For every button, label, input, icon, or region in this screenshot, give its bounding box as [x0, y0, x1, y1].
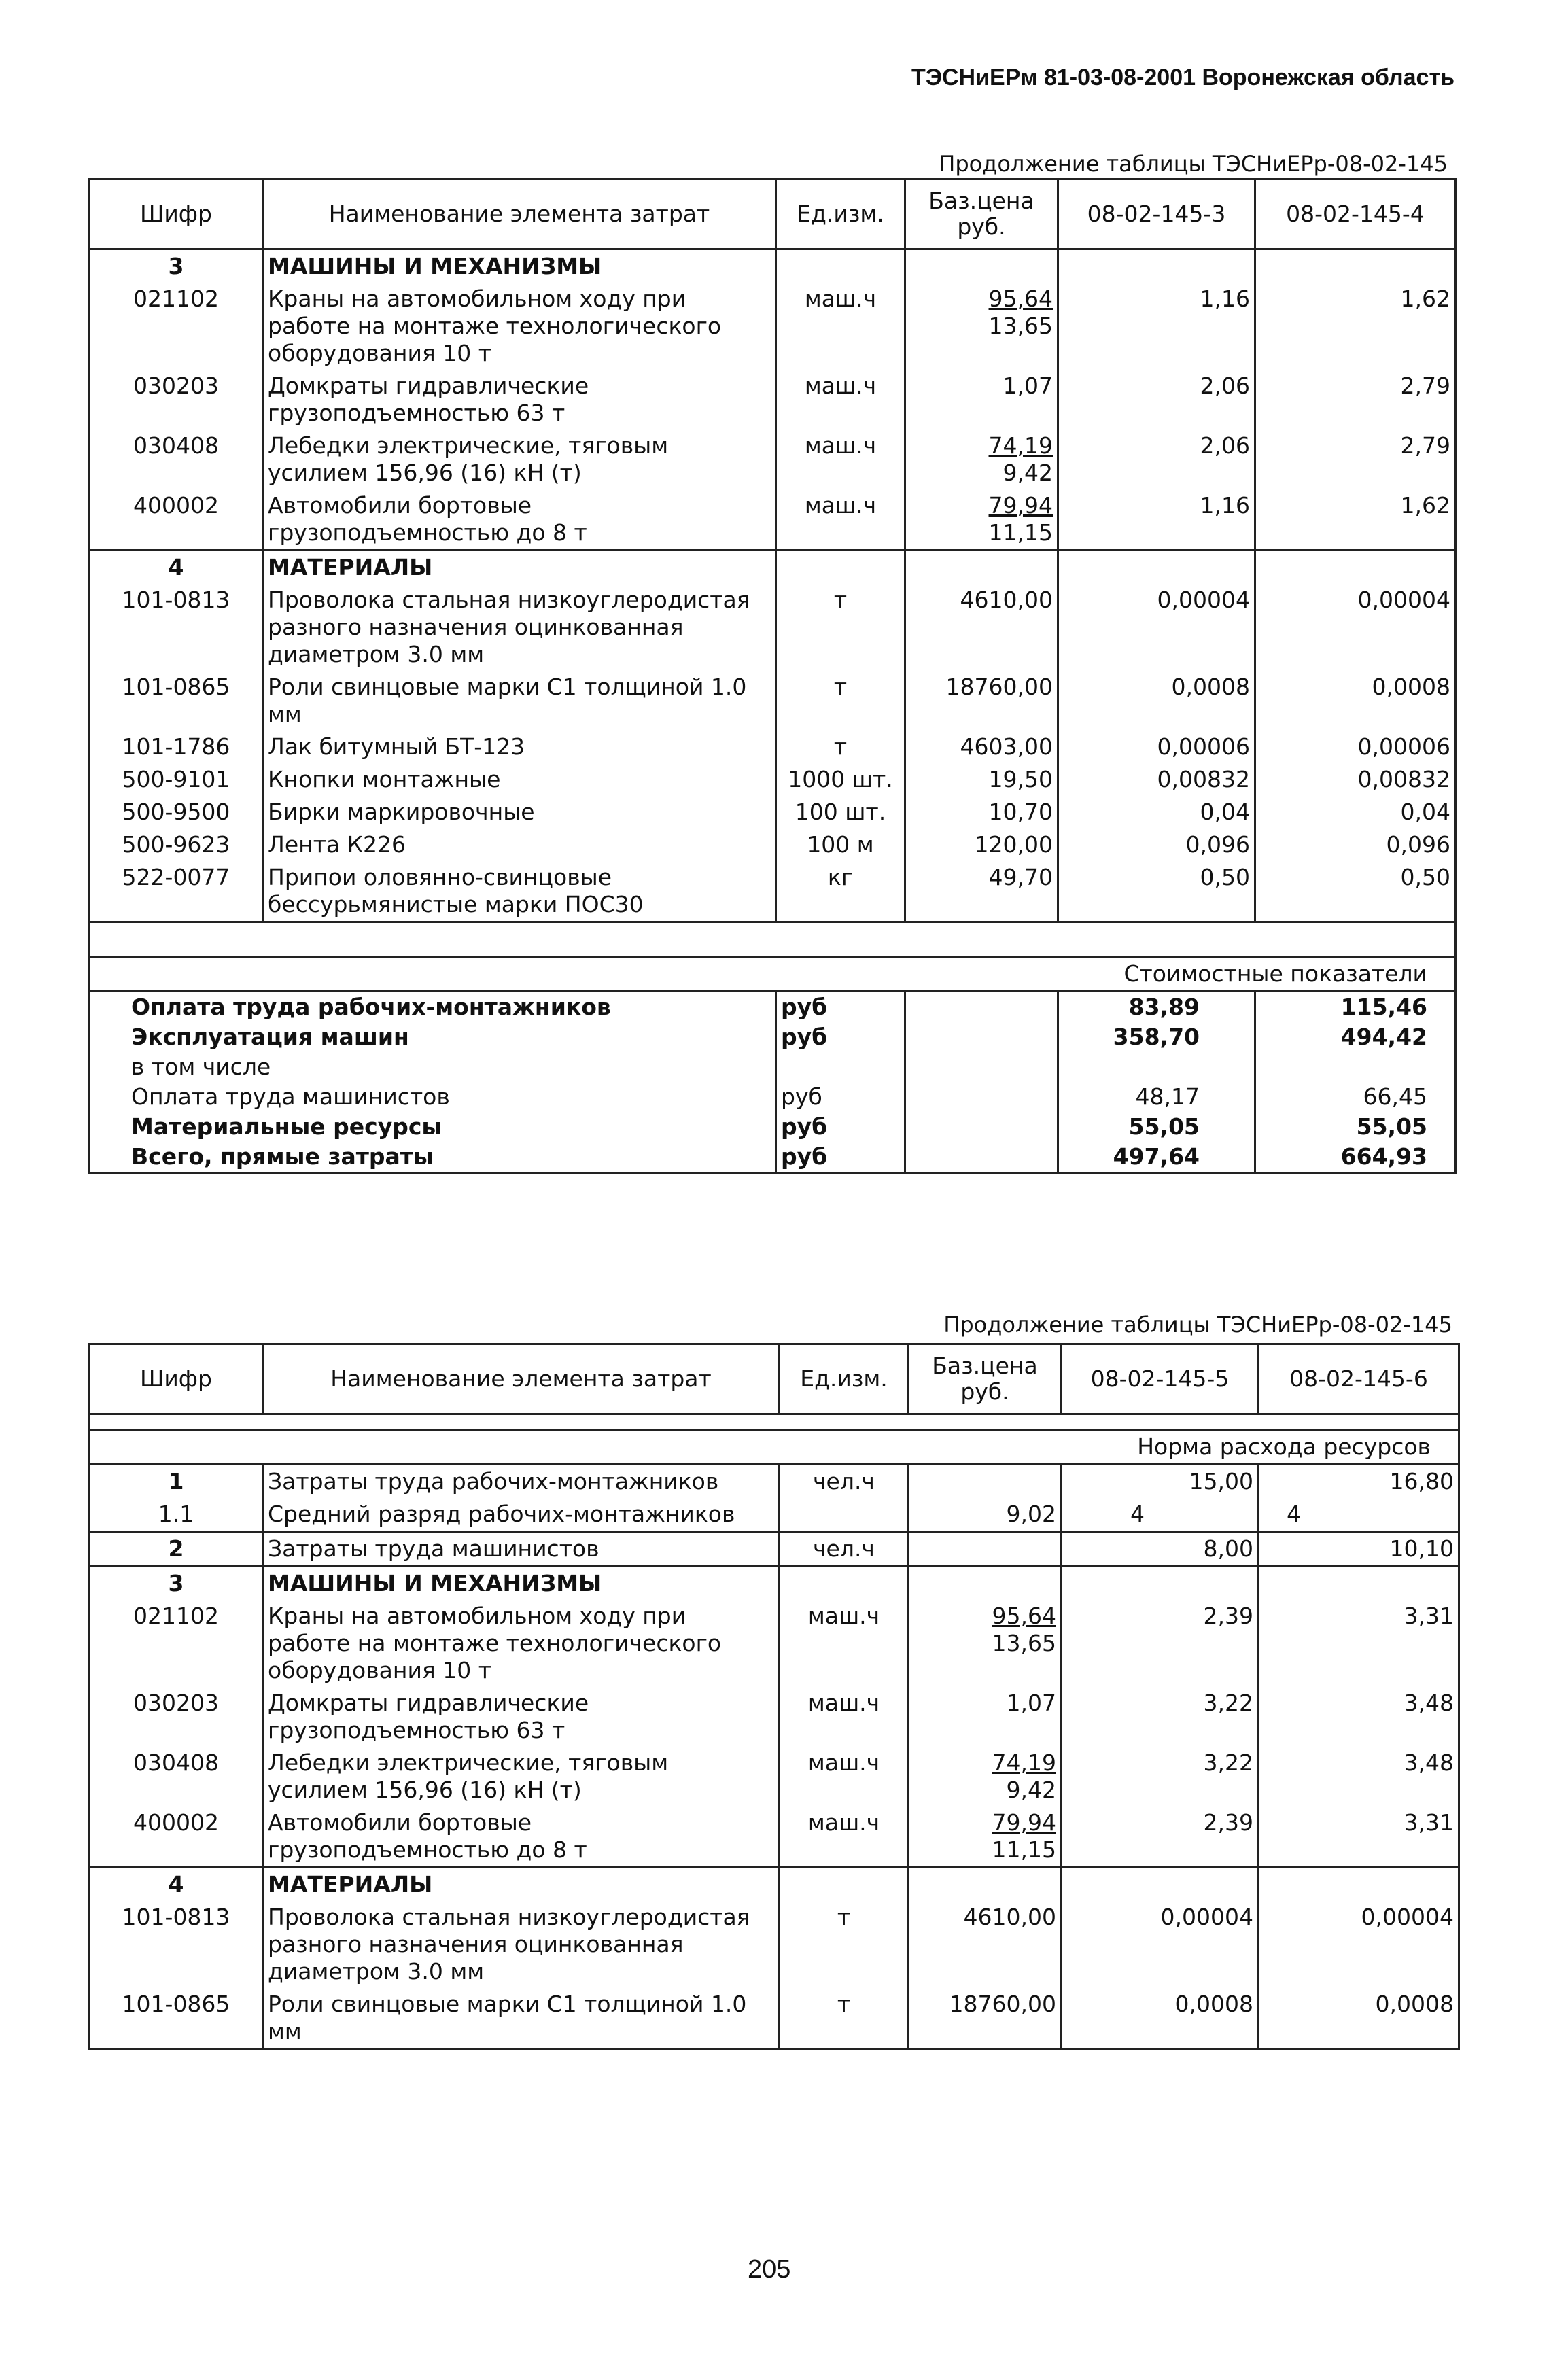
empty-cell: [780, 1868, 909, 1902]
resource-name: Кнопки монтажные: [263, 763, 776, 796]
section-code: 3: [90, 1567, 263, 1601]
section-code: 4: [90, 551, 263, 585]
base-price: 4603,00: [960, 733, 1053, 760]
table-row: [90, 763, 1456, 796]
table-row: [90, 584, 1456, 671]
empty-cell: [905, 1022, 1058, 1052]
unit: маш.ч: [780, 1807, 909, 1868]
summary-value-1: 48,17: [1058, 1082, 1255, 1112]
base-price-cell: [909, 1600, 1062, 1687]
spacer-row: [90, 1414, 1459, 1430]
summary-row: [90, 1052, 1456, 1082]
column-header: Баз.цена руб.: [905, 179, 1058, 249]
base-price-cell: [905, 828, 1058, 861]
norm-value-1: 0,096: [1058, 828, 1255, 861]
column-header: 08-02-145-5: [1062, 1344, 1259, 1414]
norm-value-2: 1,62: [1255, 489, 1456, 551]
resource-name: Роли свинцовые марки С1 толщиной 1.0 мм: [263, 671, 776, 731]
summary-name: Материальные ресурсы: [90, 1112, 776, 1142]
norm-value-2: 0,04: [1255, 796, 1456, 828]
base-price-cell: [909, 1988, 1062, 2049]
summary-value-1: 358,70: [1058, 1022, 1255, 1052]
machinist-wage-price: 9,42: [1003, 459, 1053, 486]
resource-code: 400002: [90, 1807, 263, 1868]
norm-value-1: 0,00006: [1058, 731, 1255, 763]
base-price-cell: [905, 731, 1058, 763]
norm-value-2: 0,50: [1255, 861, 1456, 922]
resource-code: 400002: [90, 489, 263, 551]
summary-row: [90, 1082, 1456, 1112]
summary-unit: руб: [776, 1082, 905, 1112]
empty-cell: [905, 992, 1058, 1023]
base-price-cell: [905, 283, 1058, 370]
resource-table-1: [88, 178, 1457, 1174]
unit: 100 шт.: [776, 796, 905, 828]
resource-code: 021102: [90, 283, 263, 370]
base-price-cell: [905, 430, 1058, 489]
section-title: МАТЕРИАЛЫ: [263, 1868, 780, 1902]
summary-row: [90, 1022, 1456, 1052]
summary-row: [90, 1142, 1456, 1173]
column-header: 08-02-145-4: [1255, 179, 1456, 249]
base-price-cell: [905, 671, 1058, 731]
norm-value-2: 0,00004: [1259, 1901, 1459, 1988]
unit: маш.ч: [776, 370, 905, 430]
resource-name: Бирки маркировочные: [263, 796, 776, 828]
summary-name: Оплата труда рабочих-монтажников: [90, 992, 776, 1023]
spacer-cell: [90, 922, 1456, 957]
resource-name: Роли свинцовые марки С1 толщиной 1.0 мм: [263, 1988, 780, 2049]
base-price-cell: [905, 370, 1058, 430]
norm-value-1: 8,00: [1062, 1532, 1259, 1567]
empty-cell: [1062, 1868, 1259, 1902]
resource-code: 101-0813: [90, 584, 263, 671]
norm-value-2: 2,79: [1255, 430, 1456, 489]
summary-value-1: 83,89: [1058, 992, 1255, 1023]
column-header: Наименование элемента затрат: [263, 1344, 780, 1414]
machinist-wage-price: 13,65: [988, 313, 1053, 339]
unit: маш.ч: [780, 1600, 909, 1687]
labor-code: 2: [90, 1532, 263, 1567]
table-row: [90, 1600, 1459, 1687]
base-price-cell: [909, 1747, 1062, 1807]
summary-row: [90, 992, 1456, 1023]
empty-cell: [1259, 1567, 1459, 1601]
section-header-row: [90, 1868, 1459, 1902]
empty-cell: [905, 551, 1058, 585]
section-header-row: [90, 1567, 1459, 1601]
table-row: [90, 1988, 1459, 2049]
unit: 1000 шт.: [776, 763, 905, 796]
norm-value-2: 4: [1259, 1498, 1459, 1532]
machinist-wage-price: 9,42: [1006, 1777, 1056, 1803]
base-price-cell: [905, 796, 1058, 828]
norm-value-2: 3,48: [1259, 1687, 1459, 1747]
norm-value-1: 0,00832: [1058, 763, 1255, 796]
table2-caption: Продолжение таблицы ТЭСНиЕРр-08-02-145: [943, 1312, 1452, 1338]
empty-cell: [776, 249, 905, 283]
norm-value-1: 1,16: [1058, 283, 1255, 370]
norm-value-1: 3,22: [1062, 1687, 1259, 1747]
cost-indicators-label: Стоимостные показатели: [90, 957, 1456, 992]
column-header: Шифр: [90, 1344, 263, 1414]
base-price: 18760,00: [949, 1991, 1056, 2017]
base-price: 74,19: [992, 1749, 1056, 1776]
unit: чел.ч: [780, 1532, 909, 1567]
base-price: 120,00: [974, 831, 1053, 858]
base-price: 18760,00: [945, 674, 1053, 700]
base-price: 49,70: [988, 864, 1053, 890]
unit: маш.ч: [780, 1687, 909, 1747]
summary-row: [90, 1112, 1456, 1142]
base-price-cell: [905, 584, 1058, 671]
empty-cell: [909, 1567, 1062, 1601]
resource-name: Лента К226: [263, 828, 776, 861]
base-price-cell: [905, 861, 1058, 922]
norm-value-1: 3,22: [1062, 1747, 1259, 1807]
table-row: [90, 370, 1456, 430]
unit: маш.ч: [776, 430, 905, 489]
resource-code: 101-0865: [90, 1988, 263, 2049]
base-price: 79,94: [988, 492, 1053, 519]
unit: т: [776, 584, 905, 671]
base-price: 79,94: [992, 1809, 1056, 1836]
norm-value-1: 2,39: [1062, 1600, 1259, 1687]
norm-value-1: 2,39: [1062, 1807, 1259, 1868]
norm-value-2: 0,0008: [1255, 671, 1456, 731]
summary-value-1: 497,64: [1058, 1142, 1255, 1173]
empty-cell: [909, 1868, 1062, 1902]
empty-cell: [780, 1567, 909, 1601]
summary-value-2: 115,46: [1255, 992, 1456, 1023]
empty-cell: [905, 1082, 1058, 1112]
machinist-wage-price: 11,15: [992, 1836, 1056, 1863]
base-price: 9,02: [909, 1498, 1062, 1532]
resource-name: Домкраты гидравлические грузоподъемностью 63 т: [263, 370, 776, 430]
table-row: [90, 1901, 1459, 1988]
empty-cell: [905, 249, 1058, 283]
base-price-cell: [905, 763, 1058, 796]
resource-name: Краны на автомобильном ходу при работе на монтаже технологического оборудования 10 т: [263, 1600, 780, 1687]
base-price: [909, 1532, 1062, 1567]
resource-name: Припои оловянно-свинцовые бессурьмянистые марки ПОС30: [263, 861, 776, 922]
unit: т: [776, 731, 905, 763]
labor-name: Затраты труда рабочих-монтажников: [263, 1465, 780, 1499]
summary-value-2: 66,45: [1255, 1082, 1456, 1112]
summary-unit: руб: [776, 1112, 905, 1142]
resource-code: 522-0077: [90, 861, 263, 922]
norm-value-1: 2,06: [1058, 430, 1255, 489]
norm-value-1: 2,06: [1058, 370, 1255, 430]
empty-cell: [1062, 1567, 1259, 1601]
summary-unit: руб: [776, 992, 905, 1023]
norm-value-1: 4: [1062, 1498, 1259, 1532]
labor-name: Затраты труда машинистов: [263, 1532, 780, 1567]
resource-name: Автомобили бортовые грузоподъемностью до 8 т: [263, 1807, 780, 1868]
spacer-cell: [90, 1414, 1459, 1430]
spacer-row: [90, 922, 1456, 957]
empty-cell: [1058, 551, 1255, 585]
labor-code: 1: [90, 1465, 263, 1499]
labor-row: [90, 1498, 1459, 1532]
unit: маш.ч: [776, 283, 905, 370]
base-price: 19,50: [988, 766, 1053, 792]
norm-value-2: 10,10: [1259, 1532, 1459, 1567]
labor-row: [90, 1465, 1459, 1499]
summary-value-2: 494,42: [1255, 1022, 1456, 1052]
base-price: 95,64: [988, 285, 1053, 312]
base-price: 74,19: [988, 432, 1053, 459]
unit: [780, 1498, 909, 1532]
resource-code: 021102: [90, 1600, 263, 1687]
column-header: Ед.изм.: [780, 1344, 909, 1414]
summary-value-1: 55,05: [1058, 1112, 1255, 1142]
table-row: [90, 1747, 1459, 1807]
base-price: 4610,00: [960, 587, 1053, 613]
norm-value-2: 0,00832: [1255, 763, 1456, 796]
section-title: МАШИНЫ И МЕХАНИЗМЫ: [263, 249, 776, 283]
base-price-cell: [909, 1901, 1062, 1988]
section-title: МАТЕРИАЛЫ: [263, 551, 776, 585]
column-header: 08-02-145-3: [1058, 179, 1255, 249]
table-row: [90, 796, 1456, 828]
resource-code: 500-9500: [90, 796, 263, 828]
machinist-wage-price: 11,15: [988, 519, 1053, 546]
norm-value-2: 1,62: [1255, 283, 1456, 370]
labor-row: [90, 1532, 1459, 1567]
resource-table-2: [88, 1343, 1460, 2050]
base-price-cell: [909, 1807, 1062, 1868]
table-header-row: [90, 179, 1456, 249]
table-row: [90, 671, 1456, 731]
machinist-wage-price: 13,65: [992, 1630, 1056, 1656]
table-row: [90, 828, 1456, 861]
table-row: [90, 430, 1456, 489]
resource-name: Лак битумный БТ-123: [263, 731, 776, 763]
summary-name: Всего, прямые затраты: [90, 1142, 776, 1173]
base-price: 4610,00: [963, 1904, 1056, 1930]
column-header: Ед.изм.: [776, 179, 905, 249]
labor-code: 1.1: [90, 1498, 263, 1532]
resource-name: Лебедки электрические, тяговым усилием 156,96 (16) кН (т): [263, 430, 776, 489]
empty-cell: [1058, 249, 1255, 283]
summary-value-2: [1255, 1052, 1456, 1082]
unit: т: [776, 671, 905, 731]
summary-name: в том числе: [90, 1052, 776, 1082]
section-title: МАШИНЫ И МЕХАНИЗМЫ: [263, 1567, 780, 1601]
base-price-cell: [909, 1687, 1062, 1747]
column-header: 08-02-145-6: [1259, 1344, 1459, 1414]
resource-code: 101-0865: [90, 671, 263, 731]
page-number: 205: [748, 2255, 791, 2284]
section-code: 3: [90, 249, 263, 283]
resource-name: Краны на автомобильном ходу при работе на монтаже технологического оборудования 10 т: [263, 283, 776, 370]
resource-name: Лебедки электрические, тяговым усилием 156,96 (16) кН (т): [263, 1747, 780, 1807]
norm-value-2: 16,80: [1259, 1465, 1459, 1499]
summary-unit: [776, 1052, 905, 1082]
empty-cell: [905, 1112, 1058, 1142]
norm-value-2: 0,00006: [1255, 731, 1456, 763]
base-price-cell: [905, 489, 1058, 551]
norm-value-2: 3,31: [1259, 1600, 1459, 1687]
unit: 100 м: [776, 828, 905, 861]
norm-value-2: 0,00004: [1255, 584, 1456, 671]
table-row: [90, 489, 1456, 551]
norm-value-2: 0,096: [1255, 828, 1456, 861]
unit: чел.ч: [780, 1465, 909, 1499]
cost-indicators-row: [90, 957, 1456, 992]
section-code: 4: [90, 1868, 263, 1902]
column-header: Баз.цена руб.: [909, 1344, 1062, 1414]
resource-code: 101-0813: [90, 1901, 263, 1988]
table-row: [90, 861, 1456, 922]
norm-value-1: 15,00: [1062, 1465, 1259, 1499]
summary-unit: руб: [776, 1022, 905, 1052]
base-price: [909, 1465, 1062, 1499]
resource-code: 500-9101: [90, 763, 263, 796]
column-header: Шифр: [90, 179, 263, 249]
resource-name: Проволока стальная низкоуглеродистая разного назначения оцинкованная диаметром 3.0 мм: [263, 584, 776, 671]
resource-code: 030408: [90, 1747, 263, 1807]
base-price: 10,70: [988, 799, 1053, 825]
empty-cell: [1259, 1868, 1459, 1902]
norm-value-1: 0,50: [1058, 861, 1255, 922]
unit: кг: [776, 861, 905, 922]
empty-cell: [1255, 249, 1456, 283]
resource-name: Домкраты гидравлические грузоподъемностью 63 т: [263, 1687, 780, 1747]
norm-value-2: 2,79: [1255, 370, 1456, 430]
unit: т: [780, 1901, 909, 1988]
table-row: [90, 283, 1456, 370]
section-header-row: [90, 551, 1456, 585]
norm-value-1: 0,0008: [1058, 671, 1255, 731]
resource-code: 030203: [90, 1687, 263, 1747]
labor-name: Средний разряд рабочих-монтажников: [263, 1498, 780, 1532]
summary-value-2: 55,05: [1255, 1112, 1456, 1142]
summary-unit: руб: [776, 1142, 905, 1173]
unit: т: [780, 1988, 909, 2049]
base-price: 95,64: [992, 1603, 1056, 1629]
norm-value-1: 0,00004: [1058, 584, 1255, 671]
norm-value-1: 0,0008: [1062, 1988, 1259, 2049]
norm-banner-label: Норма расхода ресурсов: [90, 1430, 1459, 1465]
summary-value-2: 664,93: [1255, 1142, 1456, 1173]
base-price: 1,07: [1006, 1690, 1056, 1716]
table-header-row: [90, 1344, 1459, 1414]
unit: маш.ч: [776, 489, 905, 551]
norm-value-2: 3,48: [1259, 1747, 1459, 1807]
document-header: ТЭСНиЕРм 81-03-08-2001 Воронежская область: [911, 65, 1454, 90]
empty-cell: [905, 1052, 1058, 1082]
empty-cell: [905, 1142, 1058, 1173]
resource-name: Автомобили бортовые грузоподъемностью до 8 т: [263, 489, 776, 551]
resource-code: 030408: [90, 430, 263, 489]
norm-value-1: 0,04: [1058, 796, 1255, 828]
norm-banner-row: [90, 1430, 1459, 1465]
resource-code: 030203: [90, 370, 263, 430]
summary-name: Эксплуатация машин: [90, 1022, 776, 1052]
resource-name: Проволока стальная низкоуглеродистая разного назначения оцинкованная диаметром 3.0 мм: [263, 1901, 780, 1988]
norm-value-2: 0,0008: [1259, 1988, 1459, 2049]
norm-value-1: 1,16: [1058, 489, 1255, 551]
table-row: [90, 1807, 1459, 1868]
column-header: Наименование элемента затрат: [263, 179, 776, 249]
resource-code: 500-9623: [90, 828, 263, 861]
base-price: 1,07: [1003, 372, 1053, 399]
summary-name: Оплата труда машинистов: [90, 1082, 776, 1112]
section-header-row: [90, 249, 1456, 283]
empty-cell: [776, 551, 905, 585]
resource-code: 101-1786: [90, 731, 263, 763]
empty-cell: [1255, 551, 1456, 585]
table1-caption: Продолжение таблицы ТЭСНиЕРр-08-02-145: [939, 151, 1448, 177]
norm-value-2: 3,31: [1259, 1807, 1459, 1868]
unit: маш.ч: [780, 1747, 909, 1807]
table-row: [90, 731, 1456, 763]
norm-value-1: 0,00004: [1062, 1901, 1259, 1988]
table-row: [90, 1687, 1459, 1747]
summary-value-1: [1058, 1052, 1255, 1082]
